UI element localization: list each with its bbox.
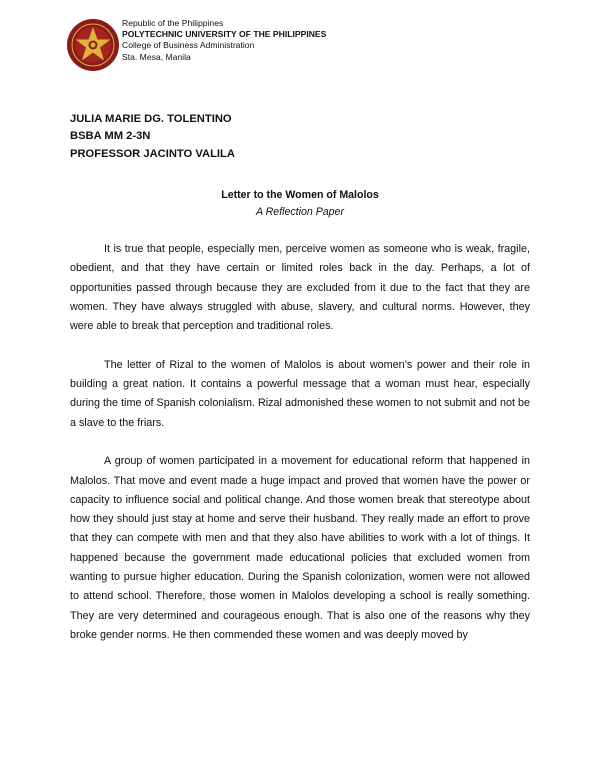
institution-block: [122, 18, 326, 63]
university-seal-icon: [66, 18, 120, 72]
student-name: JULIA MARIE DG. TOLENTINO: [70, 113, 232, 125]
document-title: Letter to the Women of Malolos: [221, 189, 379, 201]
document-body: [70, 240, 530, 665]
body-paragraph: It is true that people, especially men, perceive women as someone who is weak, fragile, obedient, and that they have certain or limited roles back in the day. Perhaps, a lot of opportunities passed through because they are excluded from it due to the fact that they are women. They have always struggled with abuse, slavery, and cultural norms. However, they were able to break that perception and traditional roles.: [70, 243, 530, 333]
student-info: [70, 111, 235, 163]
body-paragraph: A group of women participated in a movement for educational reform that happened in Malolos. That move and event made a huge impact and proved that women have the power or capacity to influence social and political change. And those women break that stereotype about how they should just stay at home and serve their husband. They really made an effort to prove that they can compete with men and that they also have abilities to work with a lot of things. It happened because the government made educational policies that excluded women from wanting to pursue higher education. During the Spanish colonization, women were not allowed to attend school. Therefore, those women in Malolos developing a school is really something. They are very determined and courageous enough. That is also one of the reasons why they broke gender norms. He then commended these women and was deeply moved by: [70, 455, 530, 641]
student-section: BSBA MM 2-3N: [70, 130, 151, 143]
republic-line: Republic of the Philippines: [122, 18, 224, 28]
document-subtitle: A Reflection Paper: [256, 206, 344, 218]
university-name: POLYTECHNIC UNIVERSITY OF THE PHILIPPINES: [122, 29, 327, 40]
professor-name: PROFESSOR JACINTO VALILA: [70, 147, 235, 160]
college-name: College of Business Administration: [122, 40, 255, 51]
letterhead: [66, 14, 586, 86]
campus-location: Sta. Mesa, Manila: [122, 51, 191, 62]
body-paragraph: The letter of Rizal to the women of Malolos is about women’s power and their role in building a great nation. It contains a powerful message that a woman must hear, especially during the time of Spanish colonialism. Rizal admonished these women to not submit and not be a slave to the friars.: [70, 358, 530, 429]
